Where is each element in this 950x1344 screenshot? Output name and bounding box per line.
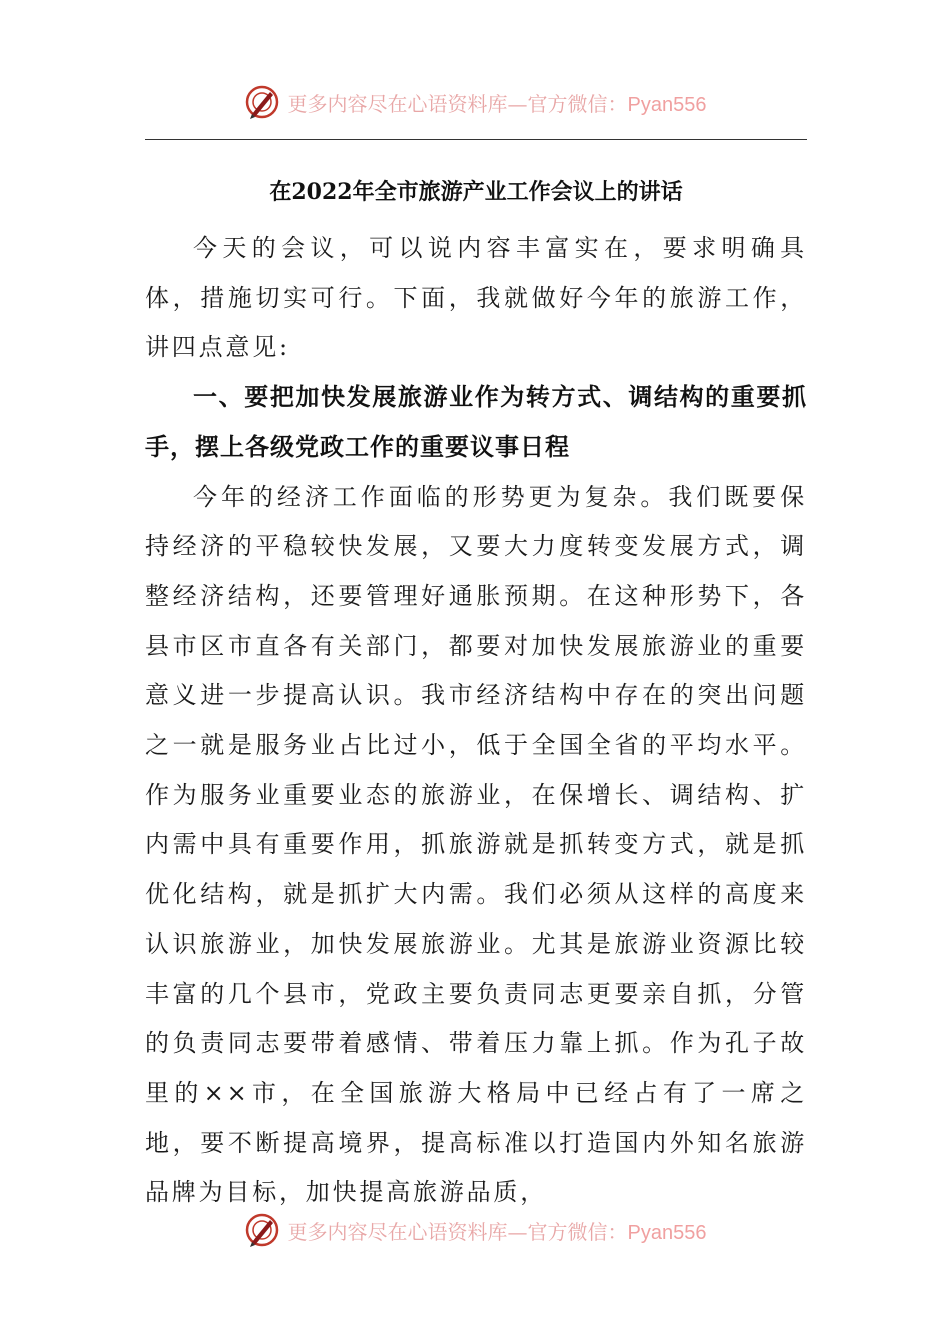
paragraph-section-1: 今年的经济工作面临的形势更为复杂。我们既要保持经济的平稳较快发展，又要大力度转变发展方式，调整经济结构，还要管理好通胀预期。在这种形势下，各县市区市直各有关部门，都要对加快发展旅游业的重要意义进一步提高认识。我市经济结构中存在的突出问题之一就是服务业占比过小，低于全国全省的平均水平。作为服务业重要业态的旅游业，在保增长、调结构、扩内需中具有重要作用，抓旅游就是抓转变方式，就是抓优化结构，就是抓扩大内需。我们必须从这样的高度来认识旅游业，加快发展旅游业。尤其是旅游业资源比较丰富的几个县市，党政主要负责同志更要亲自抓，分管的负责同志要带着感情、带着压力靠上抓。作为孔子故里的××市，在全国旅游大格局中已经占有了一席之地，要不断提高境界，提高标准以打造国内外知名旅游品牌为目标，加快提高旅游品质， xyxy=(145,482,807,1207)
pen-circle-icon xyxy=(244,84,280,120)
wechat-id: Pyan556 xyxy=(627,93,707,116)
banner-text: 更多内容尽在心语资料库—官方微信：Pyan556 xyxy=(287,1219,707,1244)
header-banner xyxy=(0,80,950,124)
footer-banner xyxy=(0,1208,950,1252)
banner-text: 更多内容尽在心语资料库—官方微信：Pyan556 xyxy=(287,91,707,116)
section-heading-1: 一、要把加快发展旅游业作为转方式、调结构的重要抓手，摆上各级党政工作的重要议事日程 xyxy=(145,383,807,461)
document-body xyxy=(145,224,807,1218)
paragraph-intro: 今天的会议，可以说内容丰富实在，要求明确具体，措施切实可行。下面，我就做好今年的旅游工作，讲四点意见: xyxy=(145,234,807,362)
document-title: 在2022年全市旅游产业工作会议上的讲话 xyxy=(269,179,683,205)
header-divider xyxy=(145,139,807,140)
pen-circle-icon xyxy=(244,1212,280,1248)
wechat-id: Pyan556 xyxy=(627,1221,707,1244)
